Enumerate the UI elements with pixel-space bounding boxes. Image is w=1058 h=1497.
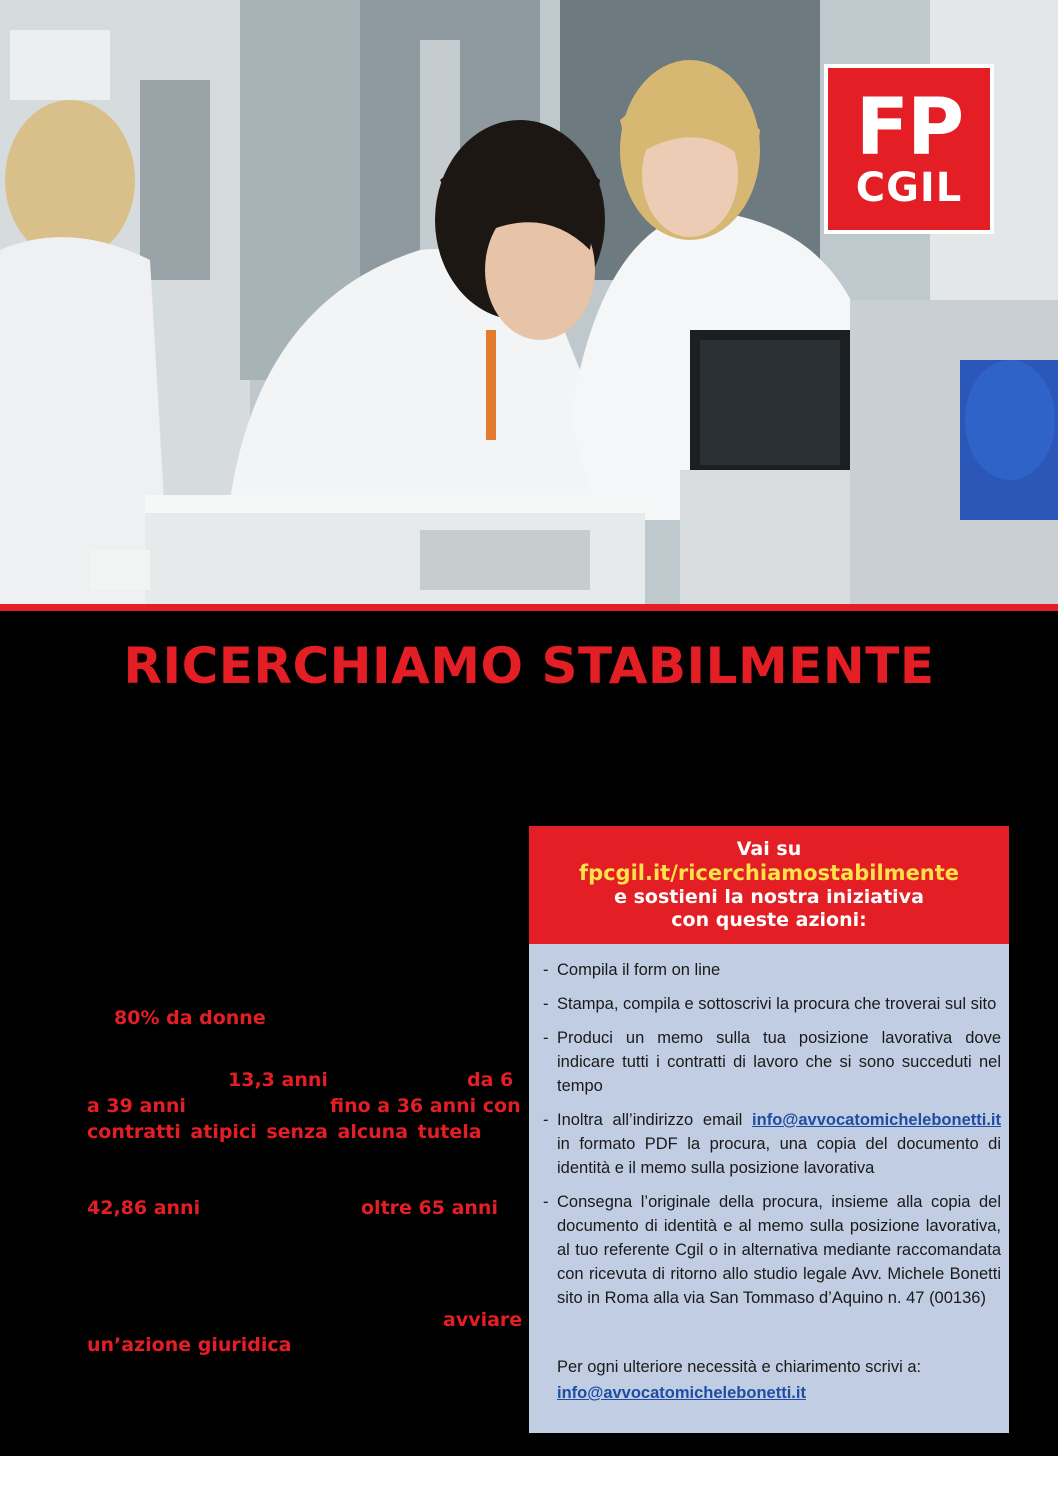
closing-note [557, 1354, 997, 1406]
closing-text: Per ogni ulteriore necessità e chiarimento scrivi a: [557, 1358, 922, 1376]
red-divider [0, 604, 1058, 611]
highlight-upto: fino a 36 anni con [330, 1095, 521, 1117]
campaign-url-link[interactable]: fpcgil.it/ricerchiamostabilmente [578, 861, 960, 885]
actions-box-header [529, 826, 1009, 944]
header-photo [0, 0, 1058, 604]
list-item [541, 958, 1001, 982]
action-text: Produci un memo sulla tua posizione lavorativa dove indicare tutti i contratti di lavoro che si sono succeduti nel tempo [557, 1029, 1001, 1095]
actions-list [541, 958, 1001, 1320]
highlight-age-avg: 42,86 anni [87, 1197, 201, 1219]
intro-text: Vai su [736, 838, 802, 860]
closing-email-link[interactable]: info@avvocatomichelebonetti.it [557, 1384, 806, 1402]
highlight-over: oltre 65 anni [361, 1197, 498, 1219]
action-text: Consegna l’originale della procura, insieme alla copia del documento di identità e al memo sulla posizione lavorativa, al tuo referente Cgil o in alternativa mediante raccomandata con ricevuta di ritorno allo studio legale Avv. Michele Bonetti sito in Roma alla via San Tommaso d’Aquino n. 47 (00136) [557, 1193, 1001, 1307]
logo-fp-text: FP [855, 83, 963, 173]
list-item [541, 1026, 1001, 1098]
headline: RICERCHIAMO STABILMENTE [123, 637, 935, 695]
highlight-women: 80% da donne [114, 1007, 266, 1029]
action-text: Compila il form on line [557, 961, 721, 979]
email-link[interactable]: info@avvocatomichelebonetti.it [752, 1111, 1001, 1129]
actions-box [529, 826, 1009, 1433]
highlight-to: a 39 anni [87, 1095, 186, 1117]
action-text: Stampa, compila e sottoscrivi la procura che troverai sul sito [557, 995, 997, 1013]
highlight-from: da 6 [467, 1069, 514, 1091]
fp-cgil-logo [824, 64, 994, 234]
highlight-years-avg: 13,3 anni [228, 1069, 328, 1091]
list-item [541, 1190, 1001, 1310]
with-actions-text: con queste azioni: [671, 909, 867, 931]
action-text: Inoltra all’indirizzo email [557, 1111, 753, 1129]
action-text: in formato PDF la procura, una copia del documento di identità e il memo sulla posizione lavorativa [557, 1135, 1001, 1177]
highlight-action: un’azione giuridica [87, 1334, 292, 1356]
support-text: e sostieni la nostra iniziativa [614, 886, 924, 908]
logo-cgil-text: CGIL [855, 165, 963, 211]
highlight-atypical: contratti atipici senza alcuna tutela [87, 1121, 482, 1143]
list-item [541, 1108, 1001, 1180]
list-item [541, 992, 1001, 1016]
highlight-start: avviare [443, 1309, 523, 1331]
